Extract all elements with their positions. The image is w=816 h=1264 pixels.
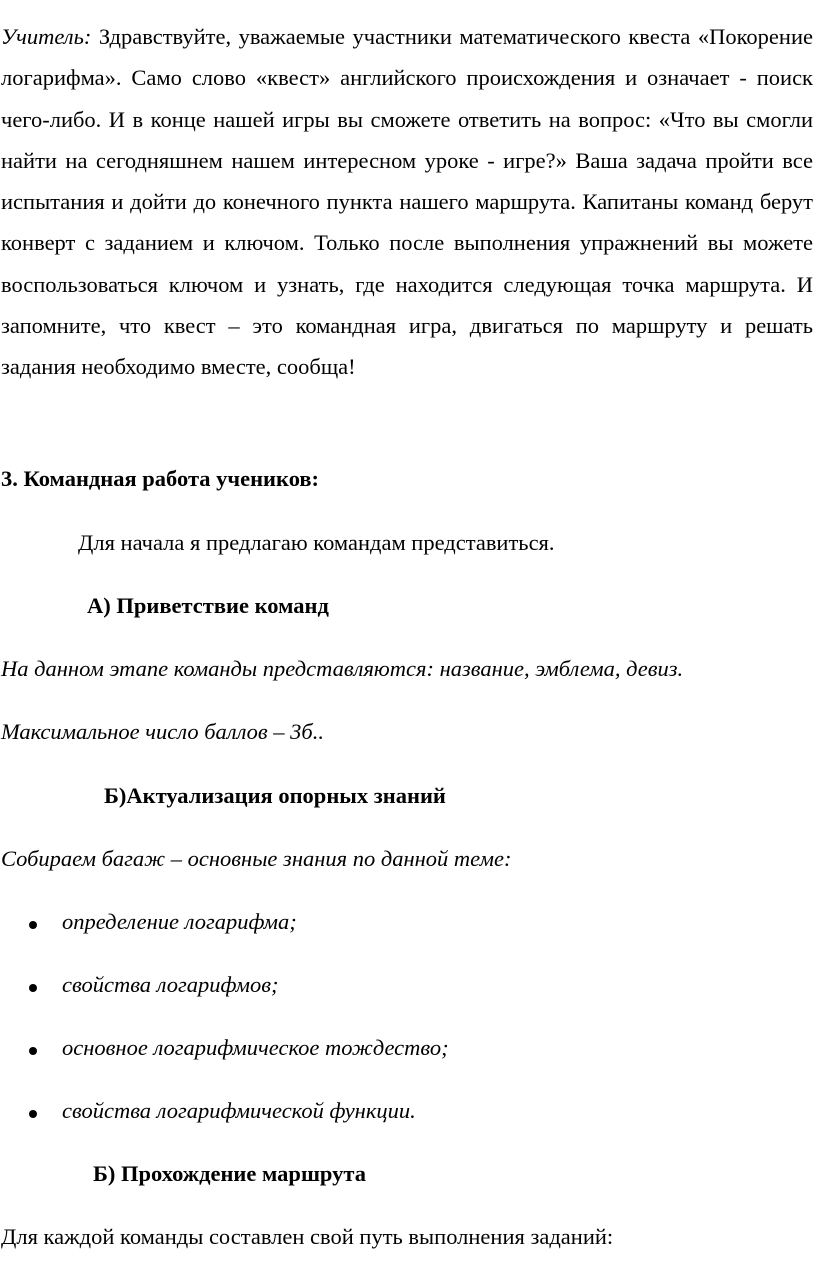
bullet-icon bbox=[29, 1047, 37, 1055]
part-a-description: На данном этапе команды представляются: название, эмблема, девиз. bbox=[1, 656, 684, 681]
bullet-icon bbox=[29, 1110, 37, 1118]
part-b1-heading: Б)Актуализация опорных знаний bbox=[104, 783, 446, 808]
part-b2-text: Для каждой команды составлен свой путь выполнения заданий: bbox=[1, 1224, 614, 1249]
section-3-heading: 3. Командная работа учеников: bbox=[1, 466, 320, 491]
bullet-icon bbox=[29, 921, 37, 929]
part-a-max-score: Максимальное число баллов – 3б.. bbox=[1, 719, 324, 744]
list-item-text: основное логарифмическое тождество; bbox=[62, 1035, 449, 1060]
bullet-icon bbox=[29, 984, 37, 992]
list-item-text: определение логарифма; bbox=[62, 909, 297, 934]
part-a-heading: А) Приветствие команд bbox=[87, 593, 329, 618]
part-b1-lead: Собираем багаж – основные знания по данной теме: bbox=[1, 846, 512, 871]
list-item-text: свойства логарифмической функции. bbox=[62, 1098, 416, 1123]
section-3-intro: Для начала я предлагаю командам представиться. bbox=[78, 530, 555, 555]
list-item-text: свойства логарифмов; bbox=[62, 972, 279, 997]
speaker-role: Учитель: bbox=[1, 24, 92, 49]
teacher-intro-paragraph bbox=[1, 16, 813, 388]
intro-text: Здравствуйте, уважаемые участники математического квеста «Покорение логарифма». Само слово «квест» английского происхождения и означает - поиск чего-либо. И в конце нашей игры вы сможете ответить на вопрос: «Что вы смогли найти на сегодняшнем нашем интересном уроке - игре?» Ваша задача пройти все испытания и дойти до конечного пункта нашего маршрута. Капитаны команд берут конверт с заданием и ключом. Только после выполнения упражнений вы можете воспользоваться ключом и узнать, где находится следующая точка маршрута. И запомните, что квест – это командная игра, двигаться по маршруту и решать задания необходимо вместе, сообща! bbox=[1, 24, 813, 380]
part-b2-heading: Б) Прохождение маршрута bbox=[93, 1161, 366, 1186]
